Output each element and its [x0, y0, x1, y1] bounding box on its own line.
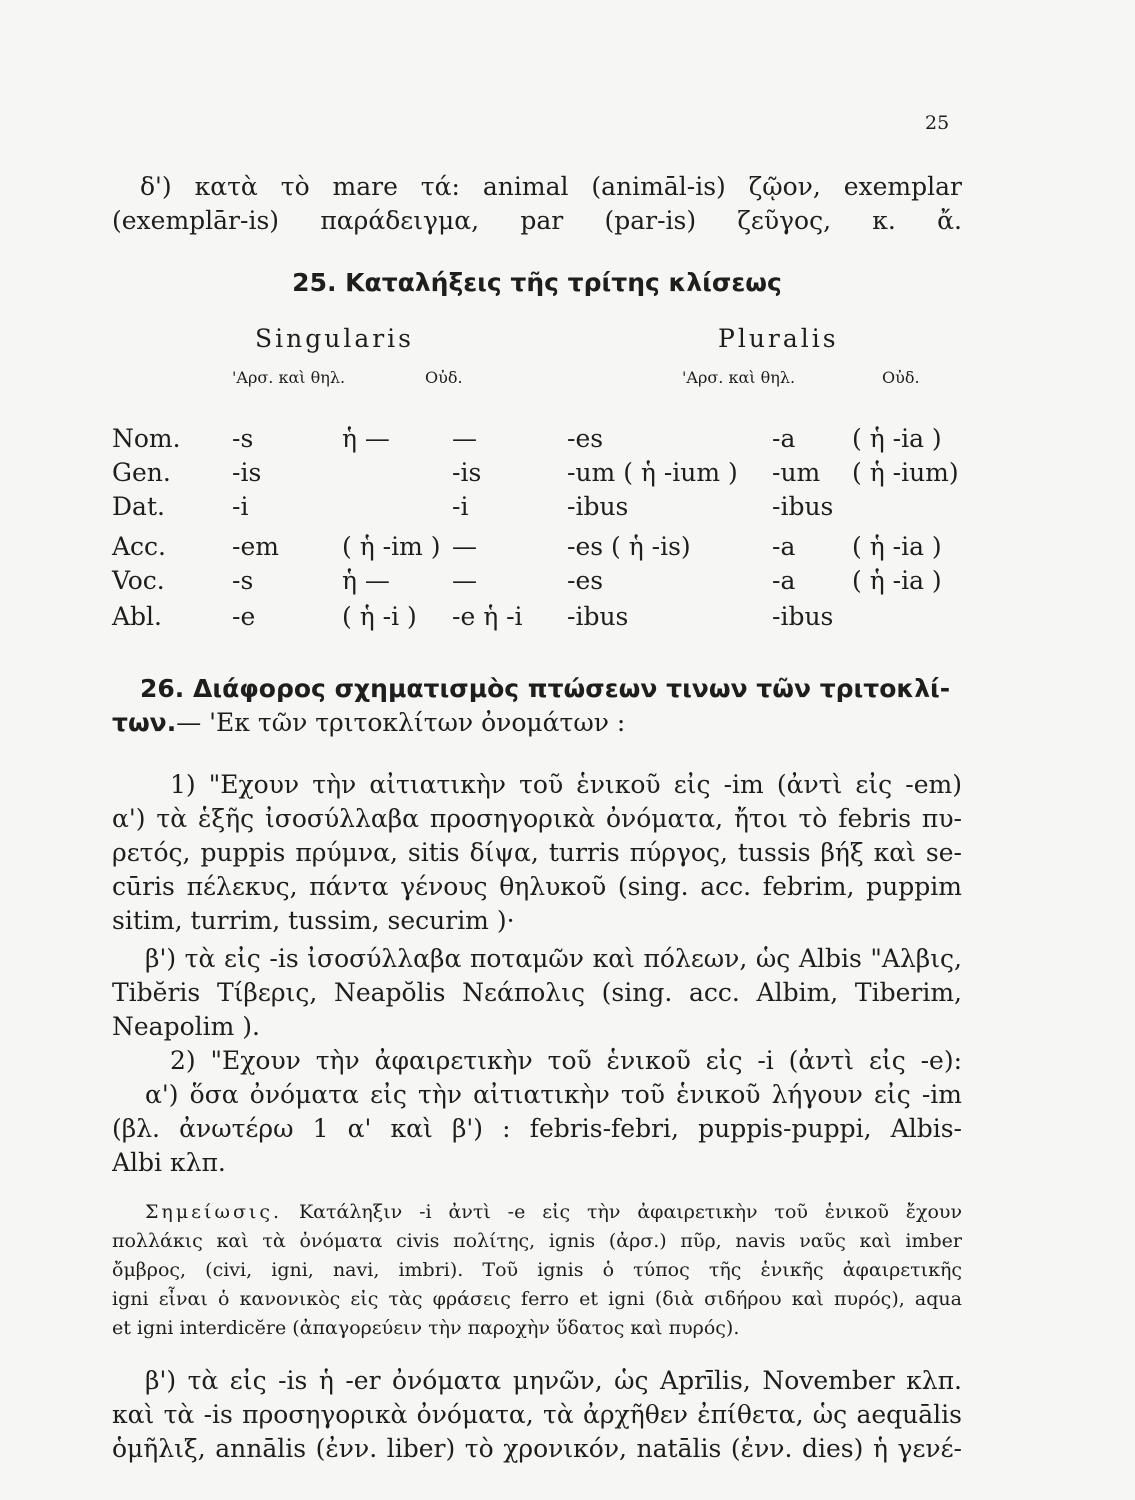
- note-line: [145, 1198, 962, 1227]
- note-line: πολλάκις καὶ τὰ ὀνόματα civis πολίτης, ignis (ἀρσ.) πῦρ, navis ναῦς καὶ imber: [112, 1230, 962, 1252]
- text-line: [112, 706, 962, 740]
- table-cell: -a: [772, 532, 796, 561]
- table-cell: —: [452, 532, 477, 561]
- text-line: δ') κατὰ τὸ mare τά: animal (animāl-is) ζῷον, exemplar: [140, 172, 962, 201]
- column-subheader: Οὐδ.: [425, 368, 463, 387]
- section-heading: 26. Διάφορος σχηματισμὸς πτώσεων τινων τῶν τριτοκλί-: [140, 674, 951, 703]
- table-cell: -e: [232, 602, 256, 631]
- text-line: 1) "Εχουν τὴν αἰτιατικὴν τοῦ ἑνικοῦ εἰς -im (ἀντὶ εἰς -em): [170, 770, 962, 799]
- table-cell: -um: [772, 458, 821, 487]
- text-line: cūris πέλεκυς, πάντα γένους θηλυκοῦ (sing. acc. febrim, puppim: [112, 872, 962, 901]
- text-line: ὁμῆλιξ, annālis (ἐνν. liber) τὸ χρονικόν, natālis (ἐνν. dies) ἡ γενέ-: [112, 1434, 962, 1463]
- text-line: sitim, turrim, tussim, securim )·: [112, 906, 515, 935]
- table-row: [112, 600, 972, 634]
- table-cell: ἡ —: [342, 566, 390, 595]
- case-label: Dat.: [112, 492, 165, 521]
- page-number: 25: [925, 112, 950, 134]
- table-cell: -s: [232, 566, 254, 595]
- text-line: (βλ. ἀνωτέρω 1 α' καὶ β') : febris-febri, puppis-puppi, Albis-: [112, 1114, 962, 1143]
- table-cell: -ibus: [567, 602, 629, 631]
- text-line: β') τὰ εἰς -is ἡ -er ὀνόματα μηνῶν, ὡς Aprīlis, November κλπ.: [145, 1366, 962, 1395]
- table-cell: ( ἡ -im ): [342, 532, 441, 561]
- column-subheader: Οὐδ.: [882, 368, 920, 387]
- text-line: Tibĕris Τίβερις, Neapŏlis Νεάπολις (sing. acc. Albim, Tiberim,: [112, 978, 962, 1007]
- table-cell: —: [452, 566, 477, 595]
- table-row: [112, 490, 972, 524]
- table-cell: -s: [232, 424, 254, 453]
- table-row: [112, 422, 972, 456]
- note-text: Κατάληξιν -i ἀντὶ -e εἰς τὴν ἀφαιρετικὴν τοῦ ἑνικοῦ ἔχουν: [298, 1201, 962, 1223]
- table-row: [112, 564, 972, 598]
- table-cell: -es: [567, 566, 604, 595]
- note-line: igni εἶναι ὁ κανονικὸς εἰς τὰς φράσεις ferro et igni (διὰ σιδήρου καὶ πυρός), aqua: [112, 1288, 962, 1310]
- text-line: καὶ τὰ -is προσηγορικὰ ὀνόματα, τὰ ἀρχῆθεν ἐπίθετα, ὡς aequālis: [112, 1400, 962, 1429]
- table-cell: —: [452, 424, 477, 453]
- note-line: et igni interdicĕre (ἀπαγορεύειν τὴν παροχὴν ὕδατος καὶ πυρός).: [112, 1317, 740, 1339]
- case-label: Voc.: [112, 566, 165, 595]
- table-cell: -ibus: [567, 492, 629, 521]
- text-line: α') τὰ ἑξῆς ἰσοσύλλαβα προσηγορικὰ ὀνόματα, ἤτοι τὸ febris πυ-: [112, 804, 962, 833]
- text-line: β') τὰ εἰς -is ἰσοσύλλαβα ποταμῶν καὶ πόλεων, ὡς Albis "Αλβις,: [145, 944, 962, 973]
- table-cell: -is: [452, 458, 482, 487]
- case-label: Abl.: [112, 602, 162, 631]
- heading-tail: των.: [112, 708, 177, 737]
- table-cell: -a: [772, 566, 796, 595]
- table-cell: -i: [232, 492, 249, 521]
- note-line: ὄμβρος, (civi, igni, navi, imbri). Τοῦ ignis ὁ τύπος τῆς ἑνικῆς ἀφαιρετικῆς: [112, 1259, 962, 1281]
- text-line: ρετός, puppis πρύμνα, sitis δίψα, turris πύργος, tussis βήξ καὶ se-: [112, 838, 962, 867]
- table-cell: -a: [772, 424, 796, 453]
- column-subheader: 'Αρσ. καὶ θηλ.: [682, 368, 796, 387]
- table-cell: -ibus: [772, 602, 834, 631]
- table-cell: -es ( ἡ -is): [567, 532, 691, 561]
- table-row: [112, 456, 972, 490]
- case-label: Gen.: [112, 458, 171, 487]
- table-cell: -i: [452, 492, 469, 521]
- table-cell: ( ἡ -i ): [342, 602, 417, 631]
- text-line: Albi κλπ.: [112, 1148, 226, 1177]
- pluralis-label: Pluralis: [718, 324, 839, 353]
- note-label: Σημείωσις.: [145, 1201, 283, 1223]
- table-cell: -um ( ἡ -ium ): [567, 458, 738, 487]
- section-heading: 25. Καταλήξεις τῆς τρίτης κλίσεως: [292, 268, 782, 297]
- table-row: [112, 530, 972, 564]
- case-label: Acc.: [112, 532, 167, 561]
- singularis-label: Singularis: [255, 324, 415, 353]
- heading-rest: — 'Εκ τῶν τριτοκλίτων ὀνομάτων :: [176, 708, 626, 737]
- text-line: (exemplār-is) παράδειγμα, par (par-is) ζεῦγος, κ. ἄ.: [112, 206, 962, 235]
- column-subheader: 'Αρσ. καὶ θηλ.: [232, 368, 346, 387]
- table-cell: ἡ —: [342, 424, 390, 453]
- table-cell: -es: [567, 424, 604, 453]
- table-cell: -em: [232, 532, 279, 561]
- table-cell: -ibus: [772, 492, 834, 521]
- case-label: Nom.: [112, 424, 181, 453]
- table-cell: -e ἡ -i: [452, 602, 523, 631]
- text-line: α') ὅσα ὀνόματα εἰς τὴν αἰτιατικὴν τοῦ ἑνικοῦ λήγουν εἰς -im: [145, 1080, 962, 1109]
- table-cell: ( ἡ -ia ): [852, 566, 942, 595]
- table-cell: ( ἡ -ia ): [852, 424, 942, 453]
- table-cell: ( ἡ -ia ): [852, 532, 942, 561]
- table-cell: ( ἡ -ium): [852, 458, 959, 487]
- text-line: 2) "Εχουν τὴν ἀφαιρετικὴν τοῦ ἑνικοῦ εἰς -i (ἀντὶ εἰς -e):: [170, 1046, 962, 1075]
- text-line: Neapolim ).: [112, 1012, 260, 1041]
- table-cell: -is: [232, 458, 262, 487]
